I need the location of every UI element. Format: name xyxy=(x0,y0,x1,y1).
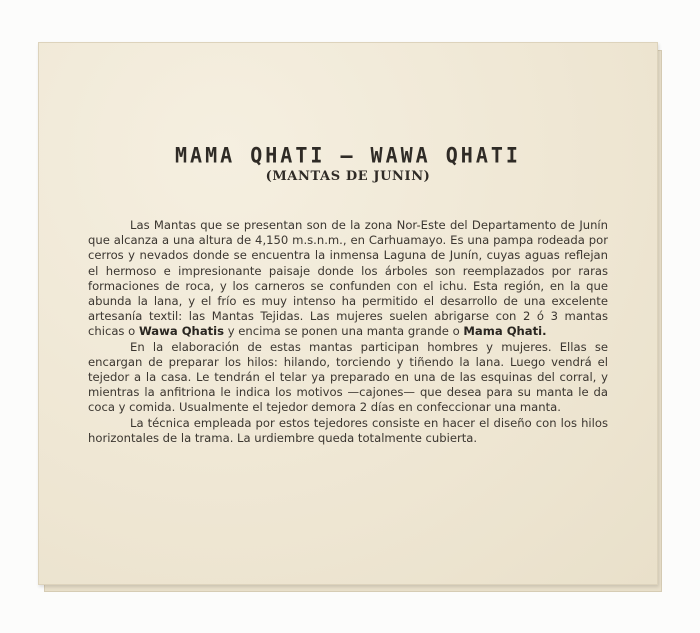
document-body xyxy=(88,218,608,446)
document-title: MAMA QHATI — WAWA QHATI xyxy=(175,142,521,168)
document-subtitle: (MANTAS DE JUNIN) xyxy=(265,169,431,184)
paragraph-1-text-b: y encima se ponen una manta grande o xyxy=(224,324,464,339)
paragraph-2: En la elaboración de estas mantas participan hombres y mujeres. Ellas se encargan de preparar los hilos: hilando, torciendo y tiñendo la lana. Luego vendrá el tejedor a la casa. Le tendrán el telar ya preparado en una de las esquinas del corral, y mientras la anfitriona le indica los motivos —cajones— que desea para su manta le da coca y comida. Usualmente el tejedor demora 2 días en confeccionar una manta. xyxy=(88,339,608,415)
paragraph-3: La técnica empleada por estos tejedores consiste en hacer el diseño con los hilos horizontales de la trama. La urdiembre queda totalmente cubierta. xyxy=(88,415,608,445)
paragraph-1 xyxy=(88,218,608,340)
document-page xyxy=(38,42,658,585)
paragraph-1-text-a: Las Mantas que se presentan son de la zona Nor-Este del Departamento de Junín que alcanza a una altura de 4,150 m.s.n.m., en Carhuamayo. Es una pampa rodeada por cerros y nevados donde se encuentra la inmensa Laguna de Junín, cuyas aguas reflejan el hermoso e impresionante paisaje donde los árboles son reemplazados por raras formaciones de roca, y los carneros se confunden con el ichu. Esta región, en la que abunda la lana, y el frío es muy intenso ha permitido el desarrollo de una excelente artesanía textil: las Mantas Tejidas. Las mujeres suelen abrigarse con 2 ó 3 mantas chicas o xyxy=(88,218,608,339)
term-mama-qhati: Mama Qhati. xyxy=(463,324,547,339)
term-wawa-qhatis: Wawa Qhatis xyxy=(138,324,225,339)
